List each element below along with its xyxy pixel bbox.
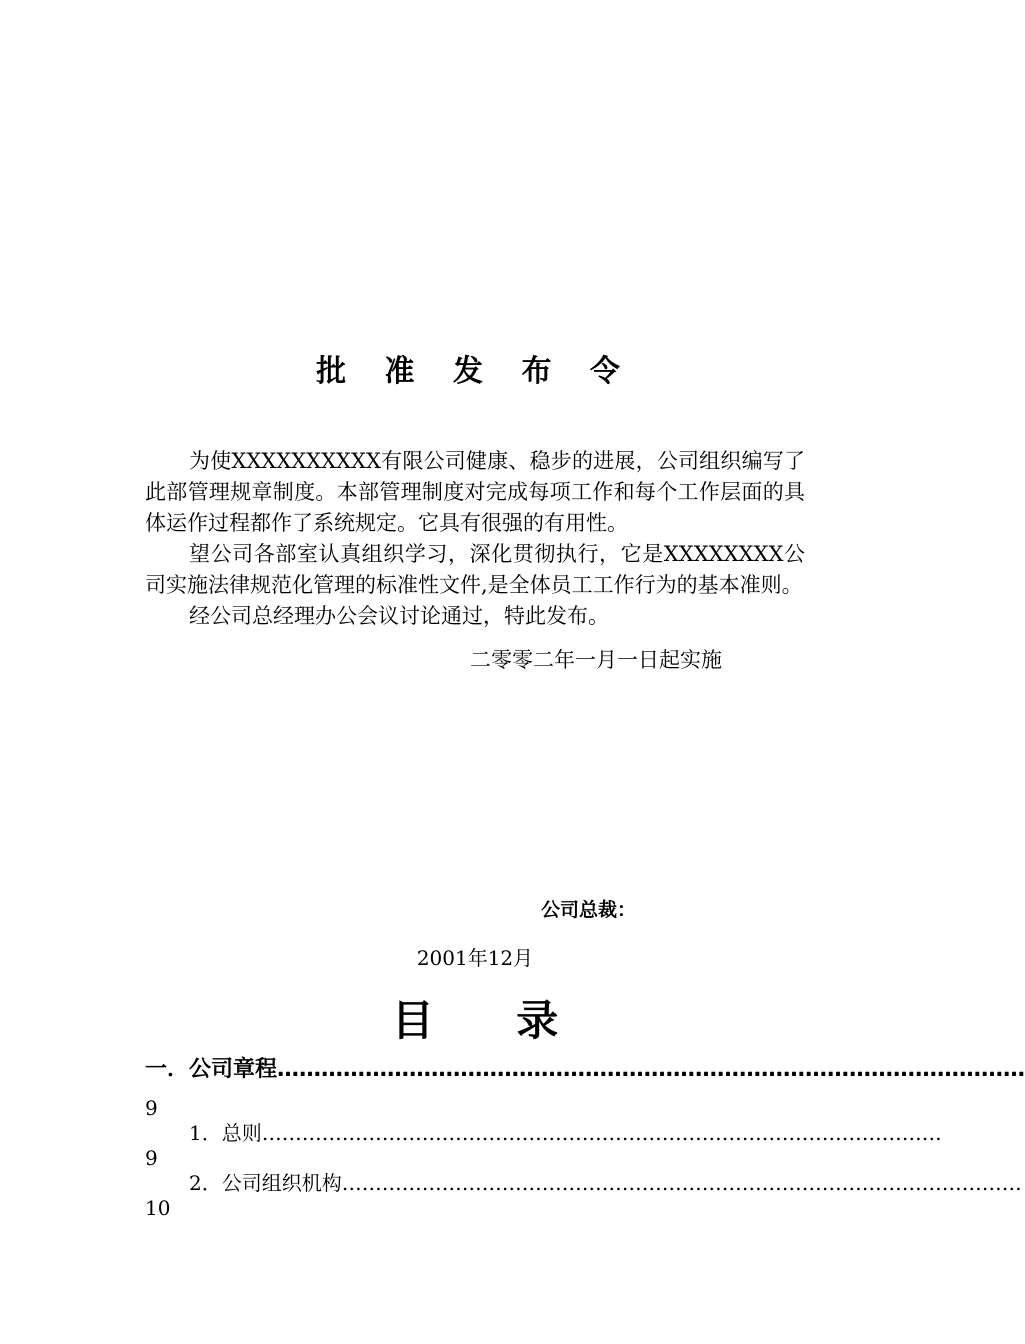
toc-entry-label: 1．总则 <box>189 1121 262 1145</box>
paragraph: 为使XXXXXXXXXX有限公司健康、稳步的进展，公司组织编写了此部管理规章制度。本部管理制度对完成每项工作和每个工作层面的具体运作过程都作了系统规定。它具有很强的有用性。 <box>145 449 805 535</box>
toc-leader: ………………………………………………………………………………………… <box>261 1121 942 1145</box>
document-title: 批 准 发 布 令 <box>316 354 634 389</box>
toc-heading: 目 录 <box>391 996 593 1045</box>
announcement-body <box>145 446 805 632</box>
toc-entry-label: 2．公司组织机构 <box>189 1171 342 1195</box>
toc-entry-page: 9 <box>145 1146 158 1170</box>
toc-leader: ………………………………………………………………………………………… <box>341 1171 1022 1195</box>
toc-entry[interactable] <box>145 1118 942 1148</box>
toc-entry-label: 一．公司章程 <box>145 1057 278 1082</box>
president-signature-label: 公司总裁： <box>541 899 637 921</box>
toc-leader: ………………………………………………………………………………………… <box>277 1057 1025 1082</box>
toc-entry-page: 9 <box>145 1096 158 1120</box>
toc-entry-page: 10 <box>145 1196 171 1220</box>
paragraph: 经公司总经理办公会议讨论通过，特此发布。 <box>189 604 609 628</box>
effective-date: 二零零二年一月一日起实施 <box>470 648 722 672</box>
paragraph: 望公司各部室认真组织学习，深化贯彻执行，它是XXXXXXXX公司实施法律规范化管理的标准性文件,是全体员工工作行为的基本准则。 <box>145 542 805 597</box>
issue-date: 2001年12月 <box>416 946 534 970</box>
toc-entry[interactable] <box>145 1055 1025 1085</box>
toc-entry[interactable] <box>145 1168 1022 1198</box>
